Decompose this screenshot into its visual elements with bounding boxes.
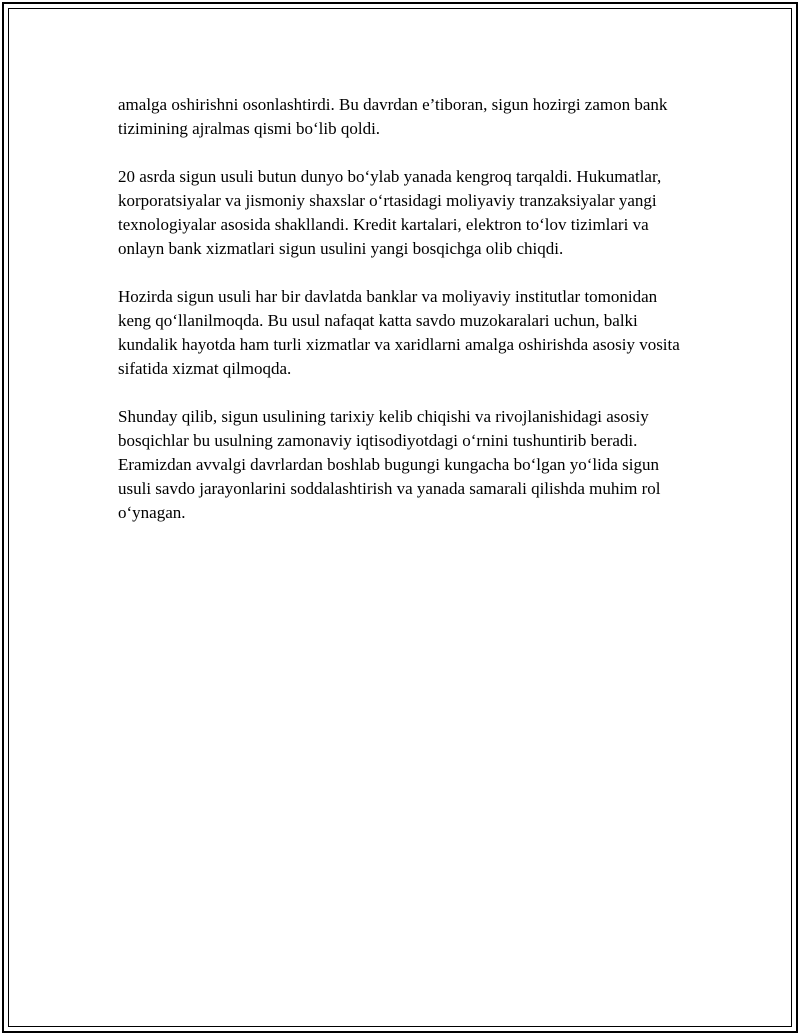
- paragraph-1: amalga oshirishni osonlashtirdi. Bu davrdan e’tiboran, sigun hozirgi zamon bank tizimining ajralmas qismi bo‘lib qoldi.: [118, 95, 668, 138]
- paragraph-3: Hozirda sigun usuli har bir davlatda banklar va moliyaviy institutlar tomonidan keng qo‘llanilmoqda. Bu usul nafaqat katta savdo muzokaralari uchun, balki kundalik hayotda ham turli xizmatlar va xaridlarni amalga oshirishda asosiy vosita sifatida xizmat qilmoqda.: [118, 287, 680, 378]
- document-body: [118, 93, 688, 549]
- paragraph-2: 20 asrda sigun usuli butun dunyo bo‘ylab yanada kengroq tarqaldi. Hukumatlar, korporatsiyalar va jismoniy shaxslar o‘rtasidagi moliyaviy tranzaksiyalar yangi texnologiyalar asosida shakllandi. Kredit kartalari, elektron to‘lov tizimlari va onlayn bank xizmatlari sigun usulini yangi bosqichga olib chiqdi.: [118, 167, 662, 258]
- paragraph-4: Shunday qilib, sigun usulining tarixiy kelib chiqishi va rivojlanishidagi asosiy bosqichlar bu usulning zamonaviy iqtisodiyotdagi o‘rnini tushuntirib beradi. Eramizdan avvalgi davrlardan boshlab bugungi kungacha bo‘lgan yo‘lida sigun usuli savdo jarayonlarini soddalashtirish va yanada samarali qilishda muhim rol o‘ynagan.: [118, 407, 661, 522]
